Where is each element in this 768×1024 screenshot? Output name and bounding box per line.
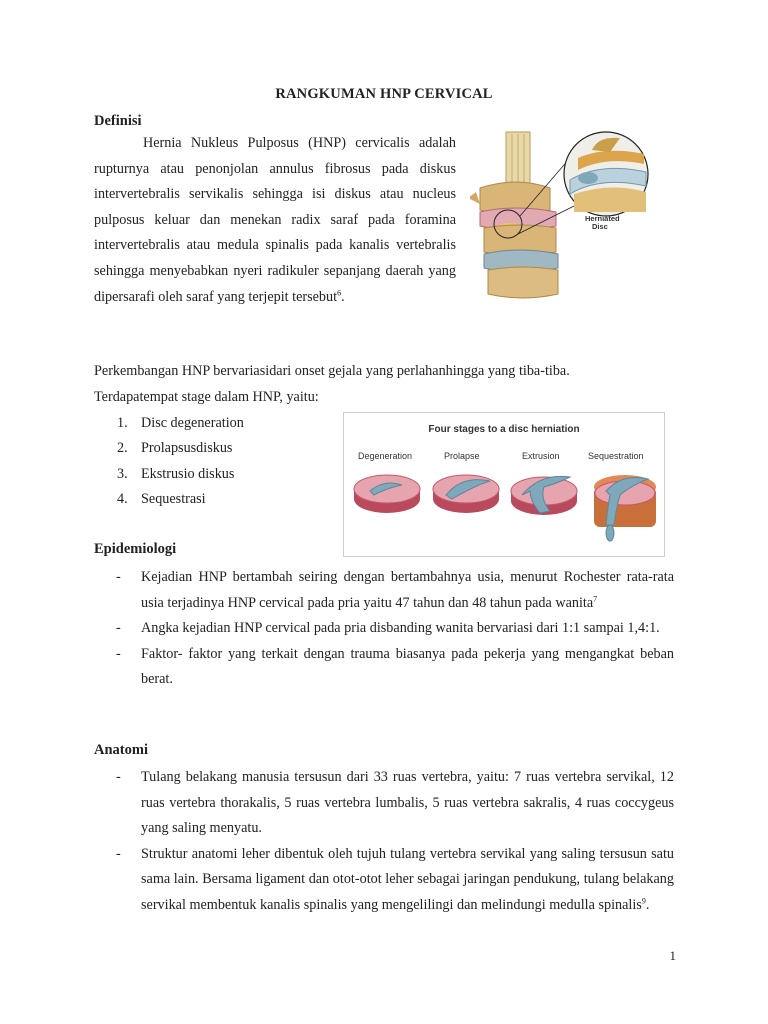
page-number: 1	[669, 948, 676, 963]
perkembangan-paragraph: Perkembangan HNP bervariasidari onset gejala yang perlahanhingga yang tiba-tiba. Terdapatempat stage dalam HNP, yaitu:	[94, 363, 570, 405]
herniated-disc-label: Herniated Disc	[585, 214, 620, 231]
caption-sequestration: Sequestration	[588, 451, 644, 461]
list-item: 1. Disc degeneration	[117, 415, 244, 431]
extrusion-disc-icon	[511, 476, 577, 515]
list-item: - Tulang belakang manusia tersusun dari 33 ruas vertebra, yaitu: 7 ruas vertebra servikal, 12 ruas vertebra thorakalis, 5 ruas vertebra lumbalis, 5 ruas vertebra sakralis, 4 ruas coccygeus yang saling menyatu.	[116, 769, 674, 837]
figure-title: Four stages to a disc herniation	[428, 424, 580, 435]
section-heading-epidemiologi: Epidemiologi	[94, 541, 177, 557]
caption-prolapse: Prolapse	[444, 451, 480, 461]
disc-herniation-stages-figure	[343, 412, 665, 557]
section-heading-anatomi: Anatomi	[94, 742, 148, 758]
list-item: - Kejadian HNP bertambah seiring dengan bertambahnya usia, menurut Rochester rata-rata usia terjadinya HNP cervical pada pria yaitu 47 tahun dan 48 tahun pada wanita$^7$	[116, 569, 674, 611]
list-item: 3. Ekstrusio diskus	[117, 465, 235, 482]
caption-degeneration: Degeneration	[358, 451, 413, 461]
list-item: - Angka kejadian HNP cervical pada pria disbanding wanita bervariasi dari 1:1 sampai 1,4:1.	[116, 620, 660, 637]
citation-ref: 9	[641, 896, 646, 906]
definisi-text: Hernia Nukleus Pulposus (HNP) cervicalis adalah rupturnya atau penonjolan annulus fibrosus pada diskus intervertebralis servikalis sehingga isi diskus atau nucleus pulposus keluar dan menekan radix saraf pada foramina intervertebralis atau medula spinalis pada kanalis vertebralis sehingga menyebabkan nyeri radikuler sepanjang daerah yang dipersarafi oleh saraf yang terjepit tersebut	[94, 135, 456, 305]
list-item: 4. Sequestrasi	[117, 490, 206, 507]
sequestration-disc-icon	[594, 475, 656, 541]
list-item: - Faktor- faktor yang terkait dengan trauma biasanya pada pekerja yang mengangkat beban berat.	[116, 645, 674, 688]
citation-ref: 6	[337, 287, 342, 297]
caption-extrusion: Extrusion	[522, 451, 560, 461]
degeneration-disc-icon	[354, 475, 420, 513]
prolapse-disc-icon	[433, 475, 499, 513]
section-heading-definisi: Definisi	[94, 113, 142, 129]
document-title: RANGKUMAN HNP CERVICAL	[275, 86, 493, 102]
citation-ref: 7	[593, 593, 598, 603]
list-item: 2. Prolapsusdiskus	[117, 440, 233, 457]
anatomi-list	[96, 765, 674, 919]
list-item: - Struktur anatomi leher dibentuk oleh tujuh tulang vertebra servikal yang saling tersusun satu sama lain. Bersama ligament dan otot-otot leher sebagai jaringan pendukung, tulang belakang servikal membentuk kanalis spinalis yang mengelilingi dan melindungi medulla spinalis$^9$.	[116, 845, 674, 913]
herniated-disc-illustration	[470, 128, 658, 304]
epidemiologi-list	[96, 565, 674, 693]
definisi-paragraph: Hernia Nukleus Pulposus (HNP) cervicalis adalah rupturnya atau penonjolan annulus fibrosus pada diskus intervertebralis servikalis sehingga isi diskus atau nucleus pulposus keluar dan menekan radix saraf pada foramina intervertebralis atau medula spinalis pada kanalis vertebralis sehingga menyebabkan nyeri radikuler sepanjang daerah yang dipersarafi oleh saraf yang terjepit tersebut$^6$.	[94, 135, 456, 305]
stages-list	[96, 411, 336, 512]
